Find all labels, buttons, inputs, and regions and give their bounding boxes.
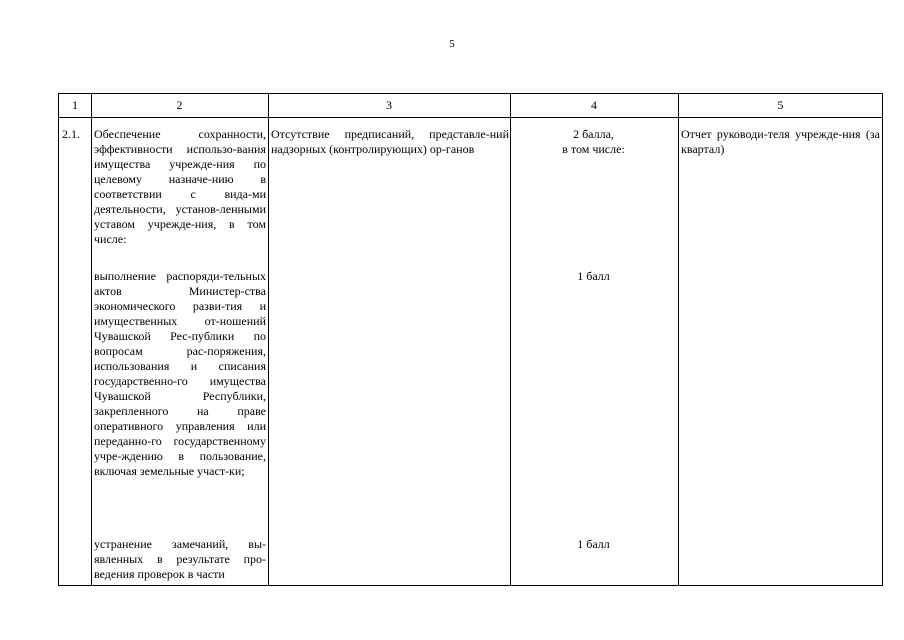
page-number: 5 (449, 38, 455, 50)
score-sub-1: 1 балл (577, 269, 610, 283)
header-col-2: 2 (176, 98, 183, 112)
score-total: 2 балла, (573, 127, 614, 141)
indicator-text: Отсутствие предписаний, представле-ний надзорных (контролирующих) ор-ганов (271, 127, 509, 156)
header-col-3: 3 (386, 98, 392, 112)
header-col-5: 5 (777, 98, 784, 112)
score-sub-2: 1 балл (577, 537, 610, 551)
row-number: 2.1. (62, 127, 80, 141)
table-header-row (59, 94, 882, 118)
column-divider (510, 94, 511, 585)
score-including: в том числе: (562, 142, 625, 156)
criteria-table (58, 93, 883, 586)
header-col-1: 1 (72, 98, 78, 112)
column-divider (91, 94, 92, 585)
criterion-sub-2: устранение замечаний, вы-явленных в результате про-ведения проверок в части (94, 537, 266, 581)
column-divider (678, 94, 679, 585)
header-col-4: 4 (591, 98, 597, 112)
criterion-sub-1: выполнение распоряди-тельных актов Министер-ства экономического разви-тия и имущественных от-ношений Чувашской Рес-публики по вопросам рас-поряжения, использования и списания государственно-го имущества Чувашской Республики, закрепленного на праве оперативного управления или переданно-го государственному учре-ждению в пользование, включая земельные участ-ки; (94, 269, 266, 478)
report-source: Отчет руководи-теля учрежде-ния (за квартал) (681, 127, 880, 156)
criterion-main-text: Обеспечение сохранности, эффективности использо-вания имущества учрежде-ния по целевому назначе-нию в соответствии с вида-ми деятельности, установ-ленными уставом учрежде-ния, в том числе: (94, 127, 266, 246)
column-divider (268, 94, 269, 585)
